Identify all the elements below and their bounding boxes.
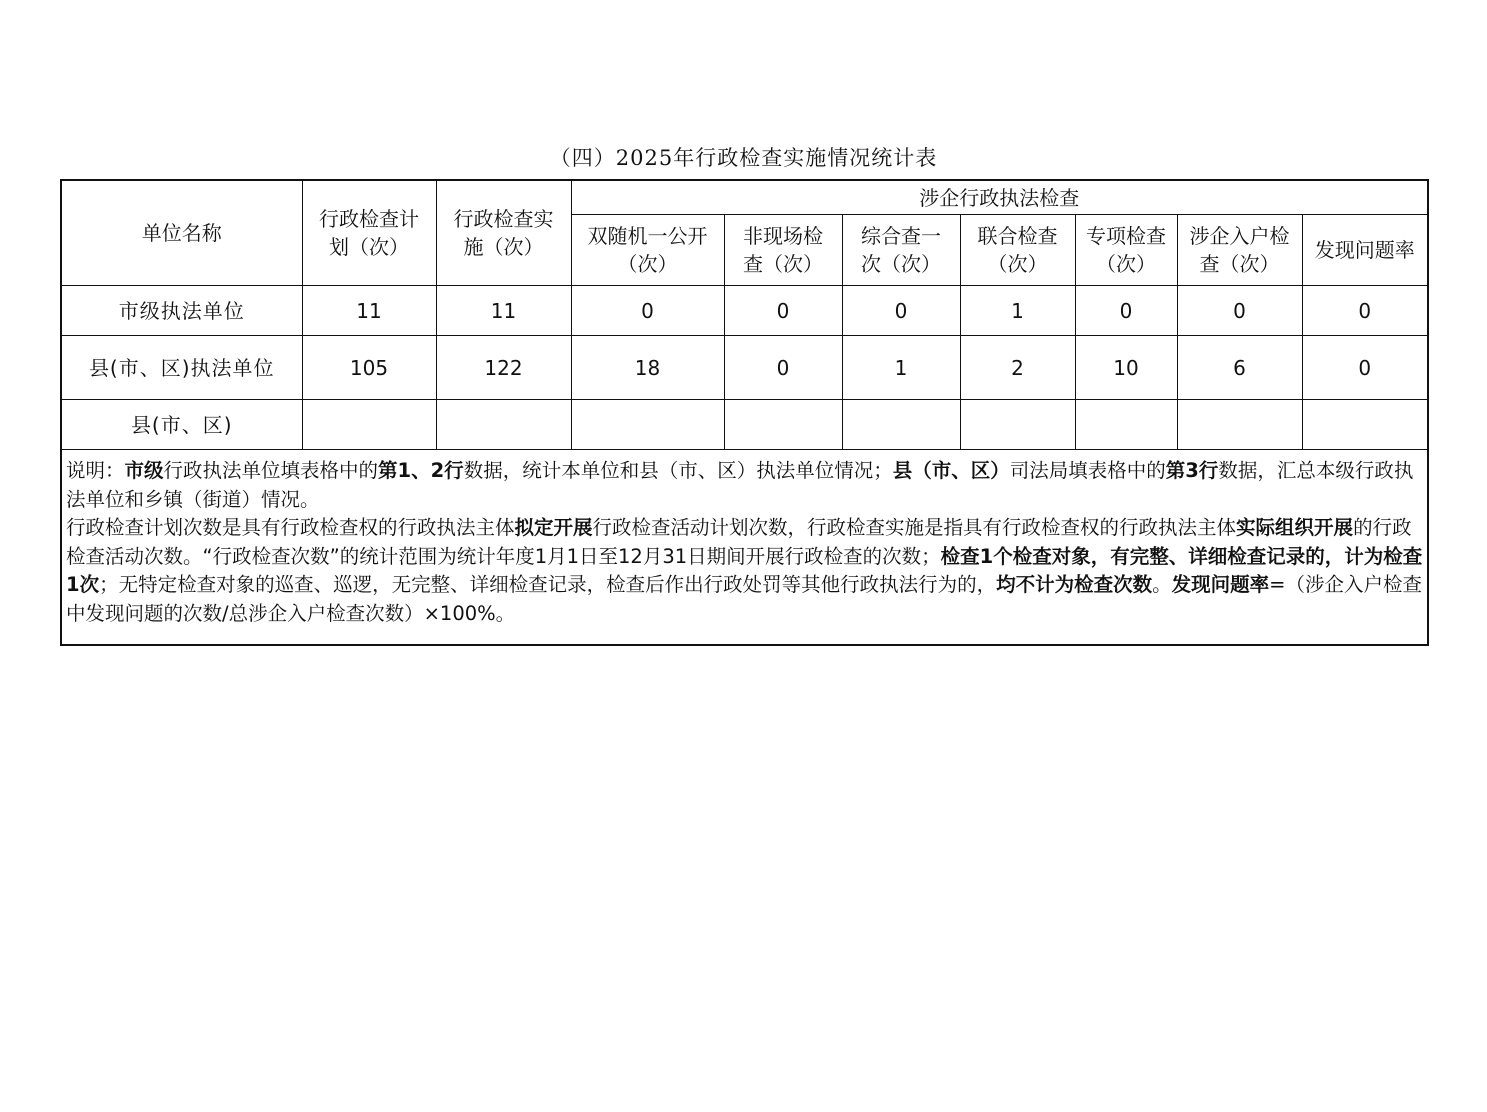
cell-value: 0 xyxy=(1302,286,1428,336)
cell-value: 122 xyxy=(436,336,571,400)
header-plan: 行政检查计 划（次） xyxy=(302,180,436,286)
header-special: 专项检查 （次） xyxy=(1075,215,1177,286)
cell-value: 0 xyxy=(1302,336,1428,400)
header-comprehensive: 综合查一 次（次） xyxy=(842,215,960,286)
cell-value: 10 xyxy=(1075,336,1177,400)
cell-value xyxy=(1177,400,1302,450)
note-paragraph-2: 行政检查计划次数是具有行政检查权的行政执法主体拟定开展行政检查活动计划次数，行政检查实施是指具有行政检查权的行政执法主体实际组织开展的行政检查活动次数。“行政检查次数”的统计范围为统计年度1月1日至12月31日期间开展行政检查的次数；检查1个检查对象，有完整、详细检查记录的，计为检查1次；无特定检查对象的巡查、巡逻，无完整、详细检查记录，检查后作出行政处罚等其他行政执法行为的，均不计为检查次数。发现问题率=（涉企入户检查中发现问题的次数/总涉企入户检查次数）×100%。 xyxy=(66,516,1423,625)
cell-value: 0 xyxy=(724,286,842,336)
cell-value: 0 xyxy=(842,286,960,336)
cell-value: 1 xyxy=(960,286,1075,336)
cell-value: 0 xyxy=(1075,286,1177,336)
cell-value xyxy=(302,400,436,450)
statistics-table xyxy=(60,179,1429,646)
header-implement: 行政检查实 施（次） xyxy=(436,180,571,286)
note-paragraph-1: 说明：市级行政执法单位填表格中的第1、2行数据，统计本单位和县（市、区）执法单位情况；县（市、区）司法局填表格中的第3行数据，汇总本级行政执法单位和乡镇（街道）情况。 xyxy=(66,459,1414,511)
cell-value: 0 xyxy=(724,336,842,400)
cell-value: 6 xyxy=(1177,336,1302,400)
cell-value: 11 xyxy=(302,286,436,336)
header-problem-rate: 发现问题率 xyxy=(1302,215,1428,286)
header-onsite: 涉企入户检 查（次） xyxy=(1177,215,1302,286)
cell-value: 0 xyxy=(1177,286,1302,336)
table-title: （四）2025年行政检查实施情况统计表 xyxy=(549,146,938,170)
table-row xyxy=(61,400,1428,450)
cell-value xyxy=(571,400,724,450)
cell-value: 11 xyxy=(436,286,571,336)
explanation-note xyxy=(61,450,1428,646)
cell-value: 18 xyxy=(571,336,724,400)
cell-value: 0 xyxy=(571,286,724,336)
row-unit: 市级执法单位 xyxy=(61,286,302,336)
cell-value xyxy=(436,400,571,450)
header-double-random: 双随机一公开 （次） xyxy=(571,215,724,286)
row-unit: 县(市、区) xyxy=(61,400,302,450)
cell-value xyxy=(1302,400,1428,450)
table-row xyxy=(61,336,1428,400)
header-unit-name: 单位名称 xyxy=(61,180,302,286)
cell-value xyxy=(842,400,960,450)
header-offsite: 非现场检 查（次） xyxy=(724,215,842,286)
row-unit: 县(市、区)执法单位 xyxy=(61,336,302,400)
header-enterprise-group: 涉企行政执法检查 xyxy=(571,180,1428,215)
cell-value: 105 xyxy=(302,336,436,400)
cell-value xyxy=(724,400,842,450)
cell-value: 1 xyxy=(842,336,960,400)
cell-value: 2 xyxy=(960,336,1075,400)
header-joint: 联合检查 （次） xyxy=(960,215,1075,286)
cell-value xyxy=(960,400,1075,450)
cell-value xyxy=(1075,400,1177,450)
table-row xyxy=(61,286,1428,336)
